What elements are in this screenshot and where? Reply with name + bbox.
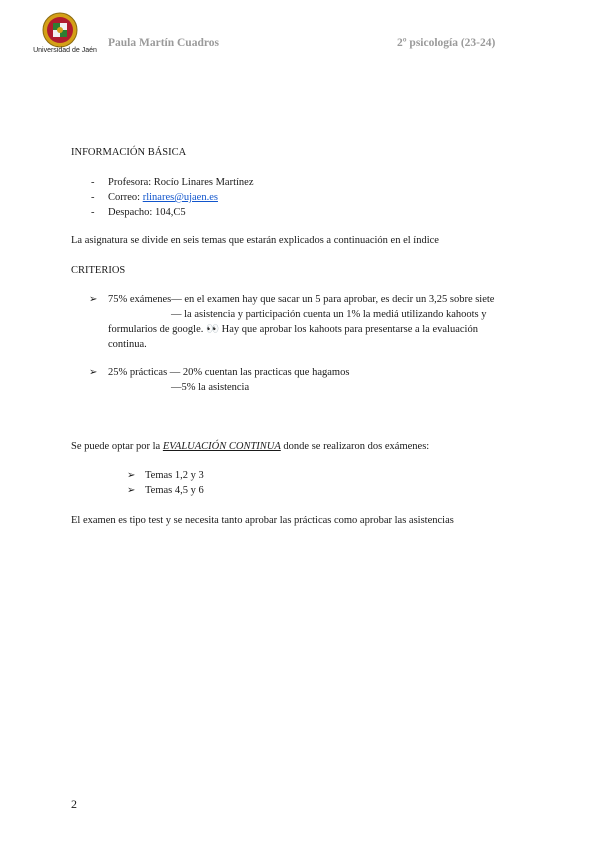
office-line: Despacho: 104,C5	[108, 207, 186, 218]
closing-paragraph: El examen es tipo test y se necesita tanto aprobar las prácticas como aprobar las asistencias	[71, 515, 454, 526]
criteria-item-practices-line2: —5% la asistencia	[171, 382, 250, 393]
header-course: 2º psicología (23-24)	[397, 37, 496, 49]
university-seal-icon	[42, 12, 78, 48]
list-bullet: -	[91, 192, 95, 203]
criteria-item-exams-line1: 75% exámenes— en el examen hay que sacar un 5 para aprobar, es decir un 3,25 sobre siete	[108, 294, 495, 305]
criteria-item-exams-line3: formularios de google. 👀 Hay que aprobar los kahoots para presentarse a la evaluación	[108, 324, 478, 335]
email-line	[108, 191, 218, 204]
criteria-heading: CRITERIOS	[71, 265, 126, 276]
university-logo	[42, 12, 78, 48]
criteria-item-practices-line1: 25% prácticas — 20% cuentan las practicas que hagamos	[108, 367, 350, 378]
email-link[interactable]: rlinares@ujaen.es	[142, 192, 218, 203]
header-author: Paula Martín Cuadros	[108, 37, 219, 49]
arrow-bullet-icon: ➢	[127, 470, 136, 481]
logo-caption: Universidad de Jaén	[33, 47, 97, 54]
continuous-text-after: donde se realizaron dos exámenes:	[280, 441, 430, 452]
list-bullet: -	[91, 207, 95, 218]
continuous-evaluation-link[interactable]: EVALUACIÓN CONTINUA	[162, 441, 281, 452]
list-bullet: -	[91, 177, 95, 188]
exam-1-topics: Temas 1,2 y 3	[145, 470, 204, 481]
arrow-bullet-icon: ➢	[89, 294, 98, 305]
criteria-item-exams-line2: — la asistencia y participación cuenta un 1% la mediá utilizando kahoots y	[171, 309, 487, 320]
page-number: 2	[71, 797, 77, 811]
professor-line: Profesora: Rocío Linares Martínez	[108, 177, 254, 188]
arrow-bullet-icon: ➢	[89, 367, 98, 378]
criteria-item-exams-line4: continua.	[108, 339, 147, 350]
arrow-bullet-icon: ➢	[127, 485, 136, 496]
basic-info-heading: INFORMACIÓN BÁSICA	[71, 147, 187, 158]
intro-paragraph: La asignatura se divide en seis temas que estarán explicados a continuación en el índice	[71, 235, 439, 246]
exam-2-topics: Temas 4,5 y 6	[145, 485, 204, 496]
email-label: Correo:	[108, 192, 143, 203]
continuous-text-before: Se puede optar por la	[71, 441, 163, 452]
continuous-evaluation-paragraph	[71, 440, 429, 453]
